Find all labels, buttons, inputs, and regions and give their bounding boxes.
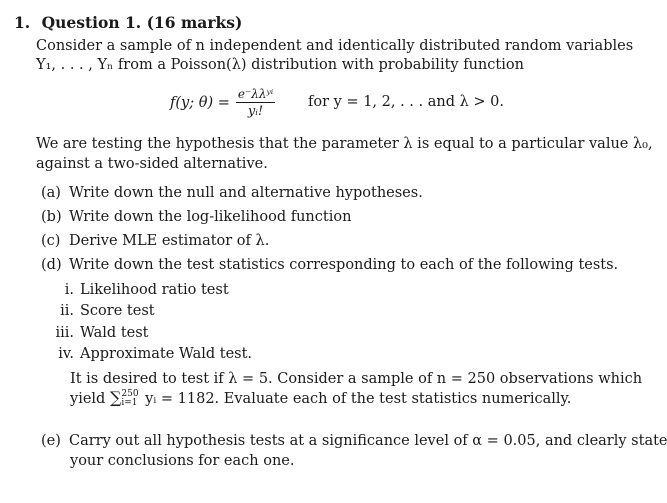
subpart-i	[52, 281, 229, 299]
summation-limits	[121, 390, 138, 408]
part-c-label: (c)	[41, 233, 61, 249]
intro-line-2: Y₁, . . . , Yₙ from a Poisson(λ) distribution with probability function	[36, 57, 524, 73]
evaluation-prefix: yield	[70, 391, 106, 407]
subpart-i-label: i.	[64, 282, 74, 298]
probability-function	[170, 80, 505, 126]
part-d-label: (d)	[41, 257, 62, 273]
evaluation-line-1: It is desired to test if λ = 5. Consider a sample of n = 250 observations which	[70, 371, 643, 387]
part-e-text-line-2: your conclusions for each one.	[70, 453, 295, 469]
part-b-text: Write down the log-likelihood function	[69, 209, 352, 225]
subpart-iii	[52, 324, 149, 342]
part-e	[41, 432, 667, 450]
subpart-iv	[52, 345, 252, 363]
part-d	[41, 256, 618, 274]
subpart-ii	[52, 302, 155, 320]
question-title: Question 1. (16 marks)	[41, 13, 243, 32]
subpart-iii-text: Wald test	[80, 325, 149, 341]
subpart-iii-label: iii.	[55, 325, 74, 341]
part-d-text: Write down the test statistics corresponding to each of the following tests.	[69, 257, 619, 273]
part-e-label: (e)	[41, 433, 61, 449]
formula-fraction	[236, 87, 275, 119]
hypothesis-paragraph-line-1: We are testing the hypothesis that the parameter λ is equal to a particular value λ₀,	[36, 136, 653, 152]
part-c-text: Derive MLE estimator of λ.	[69, 233, 270, 249]
formula-denominator: yᵢ!	[247, 104, 264, 119]
part-b-label: (b)	[41, 209, 62, 225]
sum-upper: 250	[121, 389, 139, 399]
part-a	[41, 184, 423, 202]
subpart-ii-label: ii.	[60, 303, 74, 319]
evaluation-suffix: yᵢ = 1182. Evaluate each of the test statistics numerically.	[145, 391, 572, 407]
intro-line-1: Consider a sample of n independent and identically distributed random variables	[36, 38, 634, 54]
subpart-iv-label: iv.	[58, 346, 74, 362]
formula-lhs: f(y; θ) =	[170, 95, 230, 111]
subpart-ii-text: Score test	[80, 303, 155, 319]
question-number: 1.	[14, 13, 31, 32]
subpart-i-text: Likelihood ratio test	[80, 282, 229, 298]
subpart-iv-text: Approximate Wald test.	[80, 346, 253, 362]
evaluation-line-2	[70, 389, 571, 408]
formula-numerator: e⁻λλʸⁱ	[237, 87, 274, 101]
part-c	[41, 232, 269, 250]
hypothesis-paragraph-line-2: against a two-sided alternative.	[36, 156, 268, 172]
part-a-text: Write down the null and alternative hypotheses.	[69, 185, 423, 201]
part-a-label: (a)	[41, 185, 61, 201]
part-e-text-line-1: Carry out all hypothesis tests at a significance level of α = 0.05, and clearly state	[69, 433, 667, 449]
formula-condition: for y = 1, 2, . . . and λ > 0.	[308, 94, 505, 110]
question-heading	[14, 13, 242, 32]
part-b	[41, 208, 351, 226]
summation-symbol: ∑	[109, 388, 122, 407]
sum-lower: i=1	[121, 398, 138, 408]
